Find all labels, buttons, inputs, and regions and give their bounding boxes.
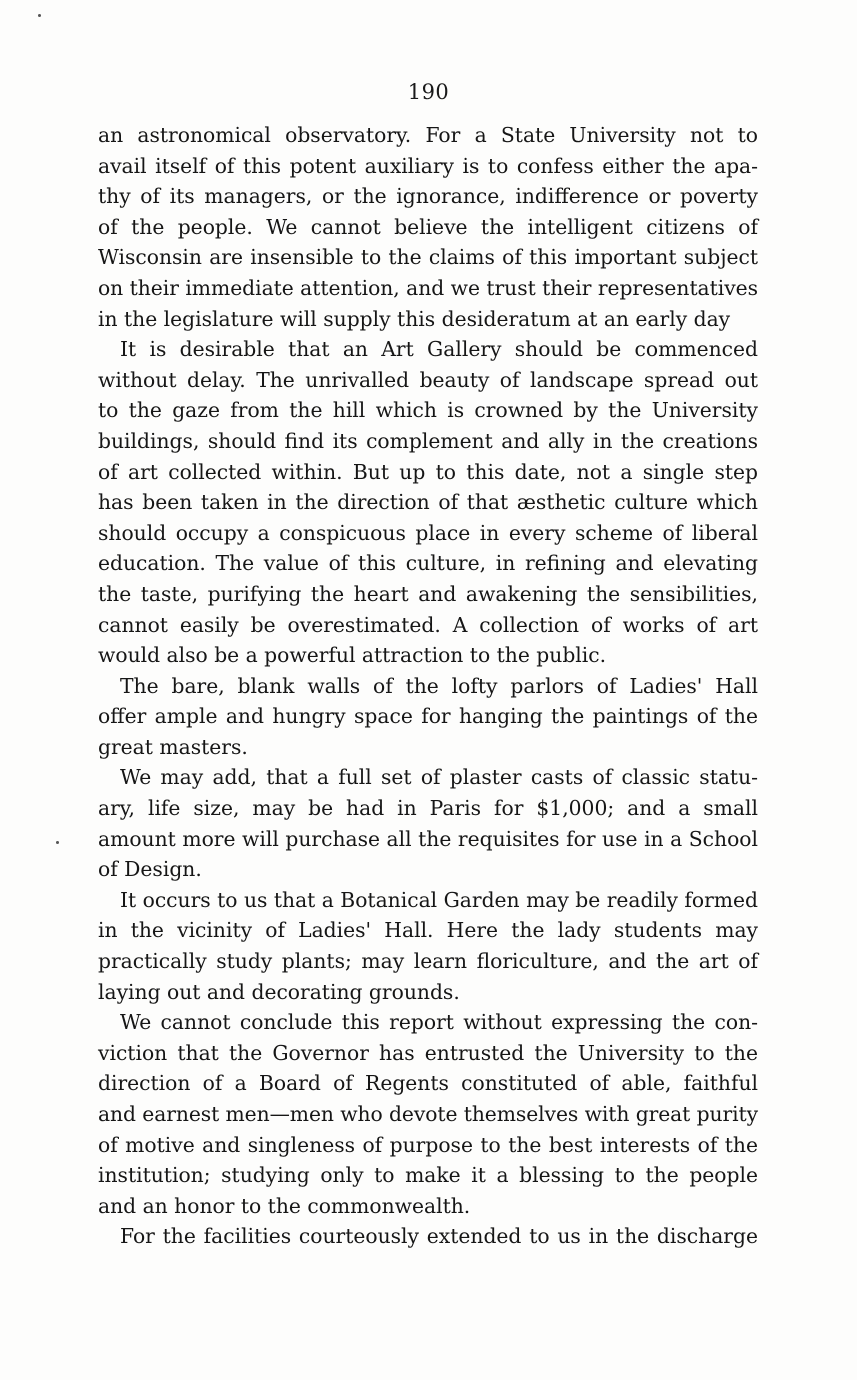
paragraph (98, 671, 758, 763)
text-line: of art collected within. But up to this date, not a single step (98, 459, 758, 484)
text-line: in the vicinity of Ladies' Hall. Here the lady students may (98, 918, 758, 943)
paragraph (98, 120, 758, 334)
text-line: thy of its managers, or the ignorance, indifference or poverty (98, 184, 758, 209)
text-line: The bare, blank walls of the lofty parlors of Ladies' Hall (120, 673, 758, 698)
body-text (98, 120, 758, 1252)
text-line: ary, life size, may be had in Paris for $1,000; and a small (98, 796, 758, 821)
text-line: viction that the Governor has entrusted the University to the (98, 1040, 758, 1065)
text-line: without delay. The unrivalled beauty of landscape spread out (98, 367, 758, 392)
text-line: an astronomical observatory. For a State University not to (98, 123, 758, 147)
text-line: Wisconsin are insensible to the claims of this important subject (98, 245, 758, 270)
text-line: on their immediate attention, and we trust their representatives (98, 275, 758, 300)
text-line: to the gaze from the hill which is crowned by the University (98, 398, 758, 423)
text-line: direction of a Board of Regents constituted of able, faithful (98, 1071, 758, 1096)
text-line: education. The value of this culture, in refining and elevating (98, 551, 758, 576)
text-line: cannot easily be overestimated. A collection of works of art (98, 612, 758, 637)
text-line: has been taken in the direction of that æsthetic culture which (98, 490, 758, 515)
text-line: of the people. We cannot believe the intelligent citizens of (98, 214, 758, 239)
text-line: We may add, that a full set of plaster casts of classic statu- (120, 765, 758, 790)
text-line: and an honor to the commonwealth. (98, 1193, 471, 1218)
paragraph (98, 885, 758, 1007)
paragraph (98, 1221, 758, 1252)
text-line: For the facilities courteously extended to us in the discharge (120, 1224, 758, 1249)
paragraph (98, 1007, 758, 1221)
text-line: would also be a powerful attraction to the public. (98, 643, 607, 668)
text-line: of Design. (98, 857, 202, 882)
text-line: and earnest men—men who devote themselves with great purity (98, 1102, 758, 1126)
paragraph (98, 762, 758, 884)
text-line: should occupy a conspicuous place in every scheme of liberal (98, 520, 758, 545)
text-line: great masters. (98, 734, 248, 759)
text-line: We cannot conclude this report without expressing the con- (120, 1010, 758, 1035)
text-line: amount more will purchase all the requisites for use in a School (98, 826, 758, 851)
text-line: It occurs to us that a Botanical Garden may be readily formed (120, 887, 758, 912)
text-line: institution; studying only to make it a blessing to the people (98, 1163, 758, 1188)
text-line: of motive and singleness of purpose to the best interests of the (98, 1132, 758, 1157)
text-line: in the legislature will supply this desideratum at an early day (98, 306, 731, 331)
text-line: buildings, should find its complement and ally in the creations (98, 428, 758, 453)
scan-speck (38, 14, 41, 17)
page-number: 190 (407, 80, 450, 104)
text-line: laying out and decorating grounds. (98, 979, 460, 1004)
text-line: It is desirable that an Art Gallery should be commenced (120, 337, 758, 362)
text-line: the taste, purifying the heart and awakening the sensibilities, (98, 581, 758, 606)
scan-speck (56, 841, 59, 844)
text-line: practically study plants; may learn floriculture, and the art of (98, 949, 758, 974)
paragraph (98, 334, 758, 671)
text-line: offer ample and hungry space for hanging the paintings of the (98, 704, 758, 729)
text-line: avail itself of this potent auxiliary is to confess either the apa- (98, 153, 758, 178)
